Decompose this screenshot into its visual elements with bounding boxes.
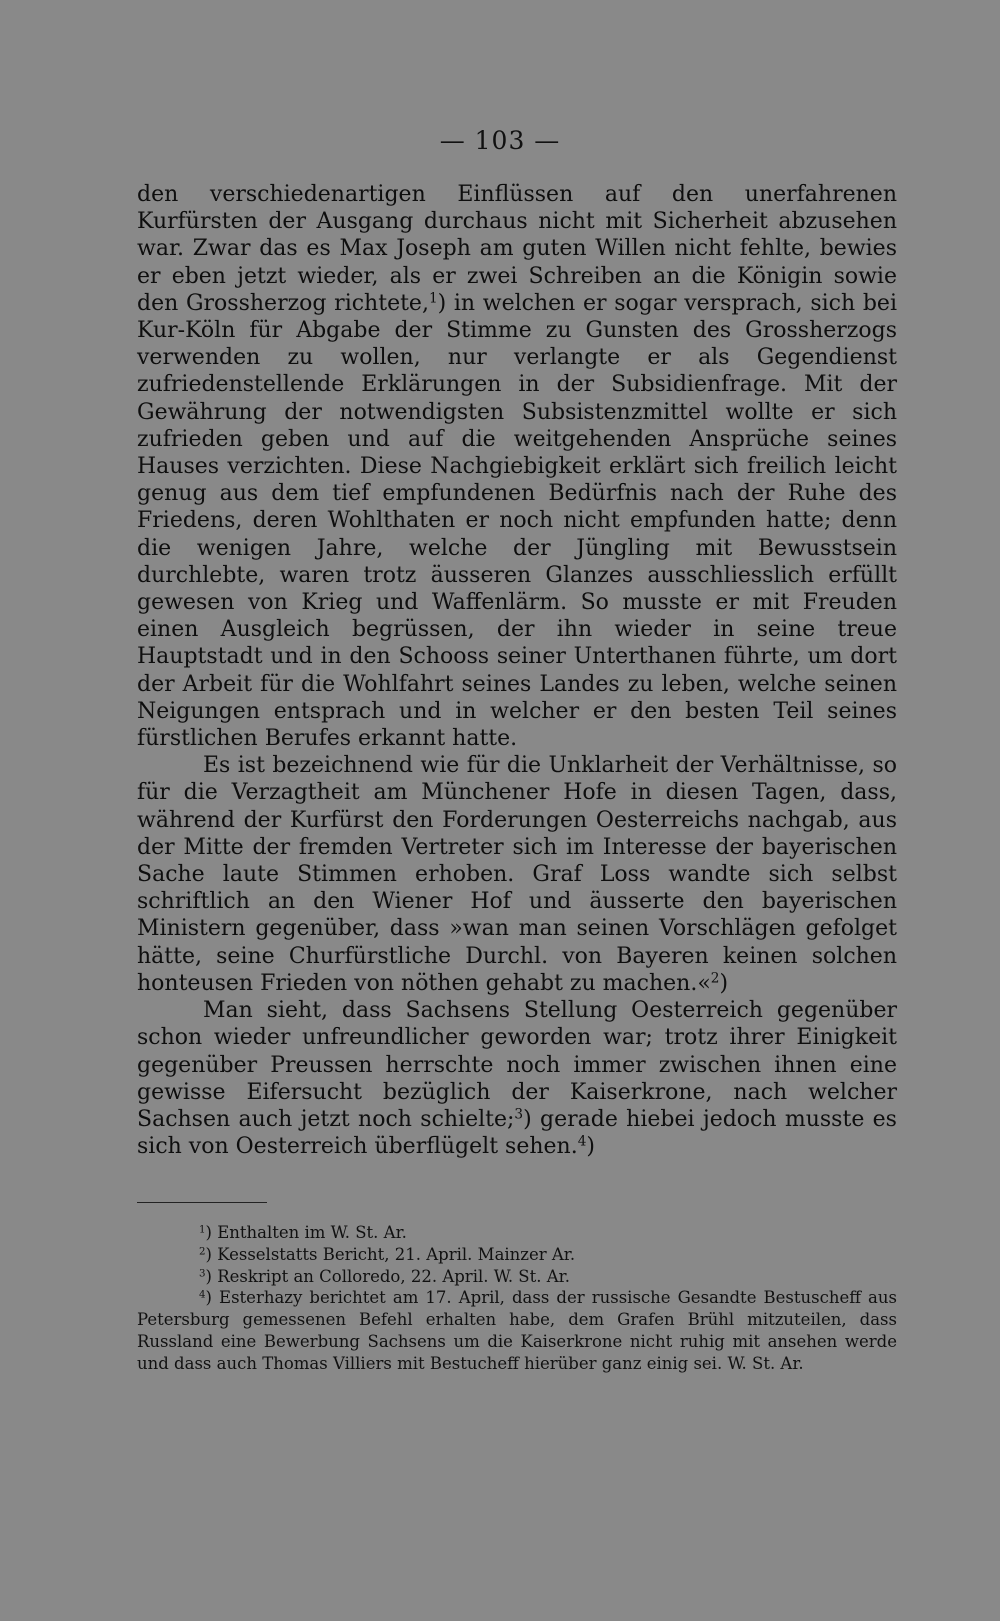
paragraph-2-text-b: ) bbox=[719, 970, 729, 996]
footnote-divider bbox=[137, 1202, 267, 1203]
paragraph-1 bbox=[137, 181, 897, 752]
footnote-4-text: ) Esterhazy berichtet am 17. April, dass der russische Gesandte Bestuscheff aus Petersburg gemessenen Befehl erhalten habe, dem Grafen Brühl mitzuteilen, dass Russland eine Bewerbung Sachsens um die Kaiserkrone nicht ruhig mit ansehen werde und dass auch Thomas Villiers mit Bestucheff hierüber ganz einig sei. W. St. Ar. bbox=[137, 1288, 897, 1373]
footnote-2-mark: 2 bbox=[199, 1246, 206, 1258]
footnote-1-text: ) Enthalten im W. St. Ar. bbox=[205, 1223, 407, 1242]
footnote-3-text: ) Reskript an Colloredo, 22. April. W. St. Ar. bbox=[205, 1266, 570, 1286]
paragraph-3-text-a: Man sieht, dass Sachsens Stellung Oesterreich gegenüber schon wieder unfreundlicher geworden war; trotz ihrer Einigkeit gegenüber Preussen herrschte noch immer zwischen ihnen eine gewisse Eifersucht bezüglich der Kaiserkrone, nach welcher Sachsen auch jetzt noch schielte; bbox=[137, 998, 897, 1132]
footnote-2-text: ) Kesselstatts Bericht, 21. April. Mainzer Ar. bbox=[205, 1244, 576, 1264]
footnotes bbox=[137, 1222, 897, 1375]
footnote-1-mark: 1 bbox=[199, 1224, 206, 1236]
paragraph-3-text-c: ) bbox=[586, 1134, 595, 1160]
paragraph-3-text-b: ) gerade hiebei jedoch musste es sich von Oesterreich überflügelt sehen. bbox=[137, 1106, 897, 1160]
footnote-ref-1: 1 bbox=[428, 290, 438, 307]
paragraph-1-text-b: ) in welchen er sogar versprach, sich bei Kur-Köln für Abgabe der Stimme zu Gunsten des Grossherzogs verwenden zu wollen, nur verlangte er als Gegendienst zufriedenstellende Erklärungen in der Subsidienfrage. Mit der Gewährung der notwendigsten Subsistenzmittel wollte er sich zufrieden geben und auf die weitgehenden Ansprüche seines Hauses verzichten. Diese Nachgiebigkeit erklärt sich freilich leicht genug aus dem tief empfundenen Bedürfnis nach der Ruhe des Friedens, deren Wohlthaten er noch nicht empfunden hatte; denn die wenigen Jahre, welche der Jüngling mit Bewusstsein durchlebte, waren trotz äusseren Glanzes ausschliesslich erfüllt gewesen von Krieg und Waffenlärm. So musste er mit Freuden einen Ausgleich begrüssen, der ihn wieder in seine treue Hauptstadt und in den Schooss seiner Unterthanen führte, um dort der Arbeit für die Wohlfahrt seines Landes zu leben, welche seinen Neigungen entsprach und in welcher er den besten Teil seines fürstlichen Berufes erkannt hatte. bbox=[137, 290, 897, 752]
footnote-ref-4: 4 bbox=[577, 1133, 587, 1150]
page-number: — 103 — bbox=[439, 126, 561, 155]
footnote-4-mark: 4 bbox=[199, 1289, 206, 1301]
footnote-ref-2: 2 bbox=[710, 970, 720, 987]
footnote-ref-3: 3 bbox=[514, 1106, 524, 1123]
main-text bbox=[137, 181, 897, 1160]
footnote-3-mark: 3 bbox=[199, 1267, 206, 1279]
footnote-4 bbox=[137, 1287, 897, 1374]
paragraph-2 bbox=[137, 752, 897, 997]
paragraph-3 bbox=[137, 997, 897, 1160]
footnote-3 bbox=[137, 1266, 897, 1288]
paragraph-2-text-a: Es ist bezeichnend wie für die Unklarheit der Verhältnisse, so für die Verzagtheit am Münchener Hofe in diesen Tagen, dass, während der Kurfürst den Forderungen Oesterreichs nachgab, aus der Mitte der fremden Vertreter sich im Interesse der bayerischen Sache laute Stimmen erhoben. Graf Loss wandte sich selbst schriftlich an den Wiener Hof und äusserte den bayerischen Ministern gegenüber, dass »wan man seinen Vorschlägen gefolget hätte, seine Churfürstliche Durchl. von Bayeren keinen solchen honteusen Frieden von nöthen gehabt zu machen.« bbox=[137, 753, 897, 996]
footnote-1 bbox=[137, 1222, 897, 1244]
footnote-2 bbox=[137, 1244, 897, 1266]
paragraph-1-text-a: den verschiedenartigen Einflüssen auf den unerfahrenen Kurfürsten der Ausgang durchaus nicht mit Sicherheit abzusehen war. Zwar das es Max Joseph am guten Willen nicht fehlte, bewies er eben jetzt wieder, als er zwei Schreiben an die Königin sowie den Grossherzog richtete, bbox=[137, 182, 897, 316]
